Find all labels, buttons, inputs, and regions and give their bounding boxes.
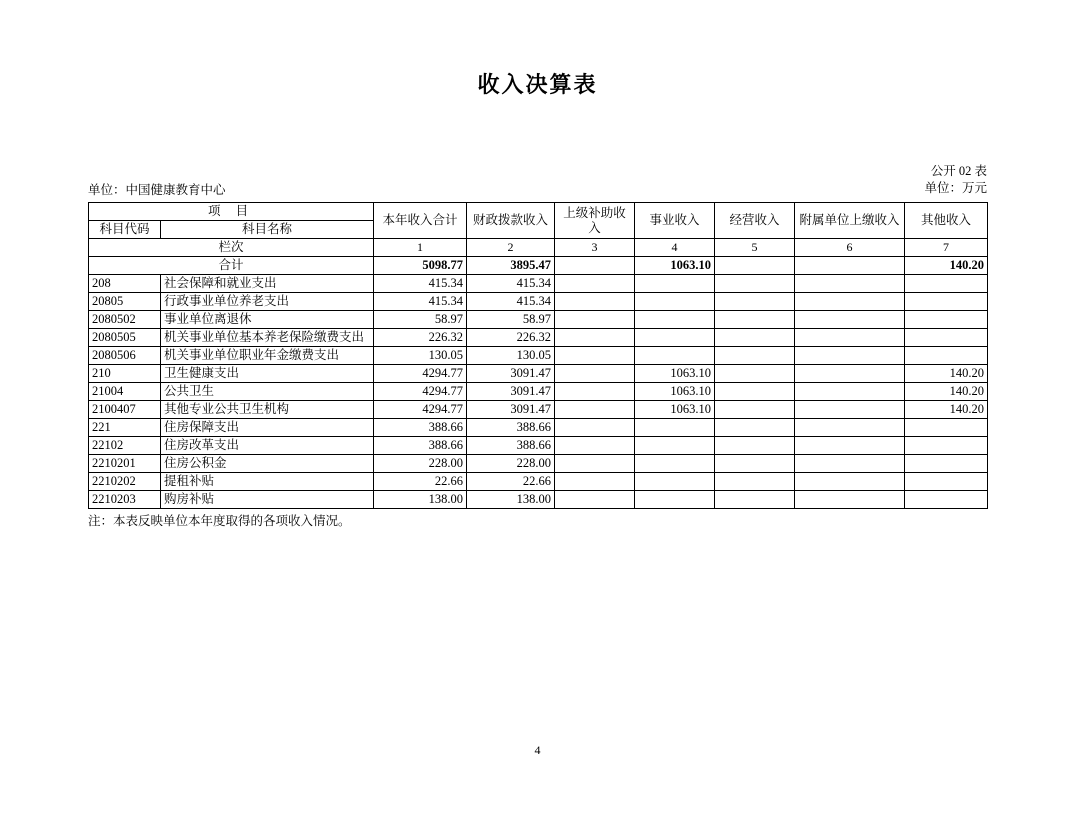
row-value-6 — [795, 311, 905, 329]
header-col-superior-subsidy: 上级补助收入 — [555, 203, 635, 239]
row-value-2: 388.66 — [467, 419, 555, 437]
row-value-5 — [715, 293, 795, 311]
row-value-1: 226.32 — [374, 329, 467, 347]
row-value-6 — [795, 419, 905, 437]
income-final-accounts-table — [88, 202, 988, 509]
row-name: 提租补贴 — [161, 473, 374, 491]
row-code: 21004 — [89, 383, 161, 401]
row-value-3 — [555, 329, 635, 347]
row-value-5 — [715, 419, 795, 437]
row-code: 2080505 — [89, 329, 161, 347]
row-value-5 — [715, 311, 795, 329]
row-value-5 — [715, 347, 795, 365]
row-name: 其他专业公共卫生机构 — [161, 401, 374, 419]
row-value-2: 226.32 — [467, 329, 555, 347]
row-value-1: 388.66 — [374, 437, 467, 455]
row-code: 2080506 — [89, 347, 161, 365]
row-value-6 — [795, 329, 905, 347]
row-value-1: 4294.77 — [374, 365, 467, 383]
rownum-7: 7 — [905, 239, 988, 257]
row-value-6 — [795, 383, 905, 401]
row-value-3 — [555, 383, 635, 401]
row-name: 机关事业单位职业年金缴费支出 — [161, 347, 374, 365]
row-value-7 — [905, 491, 988, 509]
row-code: 2210202 — [89, 473, 161, 491]
table-row — [89, 365, 988, 383]
row-value-6 — [795, 455, 905, 473]
row-value-2: 3091.47 — [467, 401, 555, 419]
row-value-6 — [795, 437, 905, 455]
row-value-1: 415.34 — [374, 275, 467, 293]
row-code: 208 — [89, 275, 161, 293]
rownum-label: 栏次 — [89, 239, 374, 257]
row-value-7 — [905, 347, 988, 365]
row-value-5 — [715, 437, 795, 455]
row-value-7 — [905, 455, 988, 473]
row-value-1: 138.00 — [374, 491, 467, 509]
row-value-7: 140.20 — [905, 401, 988, 419]
table-rownum-row — [89, 239, 988, 257]
row-value-3 — [555, 419, 635, 437]
rownum-5: 5 — [715, 239, 795, 257]
row-value-4 — [635, 491, 715, 509]
row-value-5 — [715, 491, 795, 509]
table-row — [89, 311, 988, 329]
row-value-2: 388.66 — [467, 437, 555, 455]
row-value-2: 22.66 — [467, 473, 555, 491]
table-row — [89, 275, 988, 293]
total-value-1: 5098.77 — [374, 257, 467, 275]
row-value-2: 3091.47 — [467, 383, 555, 401]
row-value-6 — [795, 347, 905, 365]
row-value-7 — [905, 437, 988, 455]
row-value-4 — [635, 311, 715, 329]
row-name: 住房公积金 — [161, 455, 374, 473]
row-value-7 — [905, 275, 988, 293]
row-value-3 — [555, 401, 635, 419]
total-row-label: 合计 — [89, 257, 374, 275]
table-header-row-group — [89, 203, 988, 221]
total-value-3 — [555, 257, 635, 275]
row-value-7: 140.20 — [905, 383, 988, 401]
table-row — [89, 491, 988, 509]
row-name: 住房保障支出 — [161, 419, 374, 437]
row-name: 机关事业单位基本养老保险缴费支出 — [161, 329, 374, 347]
row-value-6 — [795, 293, 905, 311]
row-value-7: 140.20 — [905, 365, 988, 383]
row-value-3 — [555, 437, 635, 455]
row-value-7 — [905, 473, 988, 491]
row-code: 221 — [89, 419, 161, 437]
row-value-2: 130.05 — [467, 347, 555, 365]
row-value-3 — [555, 347, 635, 365]
total-value-2: 3895.47 — [467, 257, 555, 275]
row-value-4 — [635, 329, 715, 347]
row-name: 社会保障和就业支出 — [161, 275, 374, 293]
row-value-1: 415.34 — [374, 293, 467, 311]
row-value-5 — [715, 365, 795, 383]
row-value-3 — [555, 311, 635, 329]
header-col-fiscal-appropriation: 财政拨款收入 — [467, 203, 555, 239]
header-col-name: 科目名称 — [161, 221, 374, 239]
page-title: 收入决算表 — [477, 72, 598, 97]
row-value-7 — [905, 329, 988, 347]
row-value-4 — [635, 275, 715, 293]
row-value-4: 1063.10 — [635, 401, 715, 419]
rownum-1: 1 — [374, 239, 467, 257]
row-value-1: 228.00 — [374, 455, 467, 473]
row-value-5 — [715, 275, 795, 293]
row-value-1: 4294.77 — [374, 383, 467, 401]
table-row — [89, 383, 988, 401]
row-value-3 — [555, 455, 635, 473]
row-value-2: 228.00 — [467, 455, 555, 473]
row-name: 购房补贴 — [161, 491, 374, 509]
row-value-6 — [795, 275, 905, 293]
row-code: 210 — [89, 365, 161, 383]
unit-name-label: 单位：中国健康教育中心 — [88, 183, 226, 197]
unit-amount-label: 单位：万元 — [924, 181, 987, 195]
table-row — [89, 473, 988, 491]
table-row — [89, 437, 988, 455]
table-row — [89, 455, 988, 473]
row-value-6 — [795, 401, 905, 419]
row-value-4 — [635, 419, 715, 437]
total-value-7: 140.20 — [905, 257, 988, 275]
row-value-2: 138.00 — [467, 491, 555, 509]
row-value-4 — [635, 437, 715, 455]
table-row-total — [89, 257, 988, 275]
row-code: 2100407 — [89, 401, 161, 419]
rownum-3: 3 — [555, 239, 635, 257]
row-value-3 — [555, 491, 635, 509]
row-value-2: 415.34 — [467, 293, 555, 311]
row-code: 22102 — [89, 437, 161, 455]
row-code: 2210201 — [89, 455, 161, 473]
table-row — [89, 419, 988, 437]
row-value-5 — [715, 401, 795, 419]
row-value-7 — [905, 311, 988, 329]
row-value-4 — [635, 293, 715, 311]
row-value-2: 58.97 — [467, 311, 555, 329]
table-note: 注：本表反映单位本年度取得的各项收入情况。 — [88, 514, 351, 528]
rownum-6: 6 — [795, 239, 905, 257]
total-value-5 — [715, 257, 795, 275]
row-value-3 — [555, 473, 635, 491]
row-value-2: 415.34 — [467, 275, 555, 293]
header-col-business-income: 经营收入 — [715, 203, 795, 239]
row-name: 住房改革支出 — [161, 437, 374, 455]
table-row — [89, 347, 988, 365]
document-page — [0, 68, 1075, 828]
row-value-1: 130.05 — [374, 347, 467, 365]
row-value-6 — [795, 365, 905, 383]
table-row — [89, 293, 988, 311]
header-col-other-income: 其他收入 — [905, 203, 988, 239]
row-value-5 — [715, 455, 795, 473]
row-value-7 — [905, 293, 988, 311]
total-value-4: 1063.10 — [635, 257, 715, 275]
header-col-total-income: 本年收入合计 — [374, 203, 467, 239]
row-name: 事业单位离退休 — [161, 311, 374, 329]
row-code: 2080502 — [89, 311, 161, 329]
row-name: 行政事业单位养老支出 — [161, 293, 374, 311]
row-name: 卫生健康支出 — [161, 365, 374, 383]
row-value-5 — [715, 473, 795, 491]
row-code: 20805 — [89, 293, 161, 311]
row-value-3 — [555, 275, 635, 293]
row-value-6 — [795, 473, 905, 491]
row-value-6 — [795, 491, 905, 509]
document-meta-right — [924, 163, 987, 197]
row-value-4 — [635, 455, 715, 473]
table-row — [89, 401, 988, 419]
row-value-2: 3091.47 — [467, 365, 555, 383]
row-value-3 — [555, 365, 635, 383]
row-name: 公共卫生 — [161, 383, 374, 401]
header-col-operating-unit-income: 事业收入 — [635, 203, 715, 239]
total-value-6 — [795, 257, 905, 275]
row-value-3 — [555, 293, 635, 311]
row-value-4 — [635, 473, 715, 491]
row-value-1: 4294.77 — [374, 401, 467, 419]
rownum-2: 2 — [467, 239, 555, 257]
page-number: 4 — [534, 743, 541, 757]
rownum-4: 4 — [635, 239, 715, 257]
public-form-label: 公开 02 表 — [930, 164, 987, 178]
row-value-4: 1063.10 — [635, 383, 715, 401]
row-value-1: 388.66 — [374, 419, 467, 437]
table-row — [89, 329, 988, 347]
header-item-group: 项 目 — [89, 203, 374, 221]
row-value-1: 22.66 — [374, 473, 467, 491]
header-col-affiliated-unit-payment: 附属单位上缴收入 — [795, 203, 905, 239]
table-body — [89, 257, 988, 509]
row-code: 2210203 — [89, 491, 161, 509]
row-value-4 — [635, 347, 715, 365]
header-col-code: 科目代码 — [89, 221, 161, 239]
row-value-7 — [905, 419, 988, 437]
row-value-5 — [715, 383, 795, 401]
row-value-1: 58.97 — [374, 311, 467, 329]
row-value-4: 1063.10 — [635, 365, 715, 383]
row-value-5 — [715, 329, 795, 347]
